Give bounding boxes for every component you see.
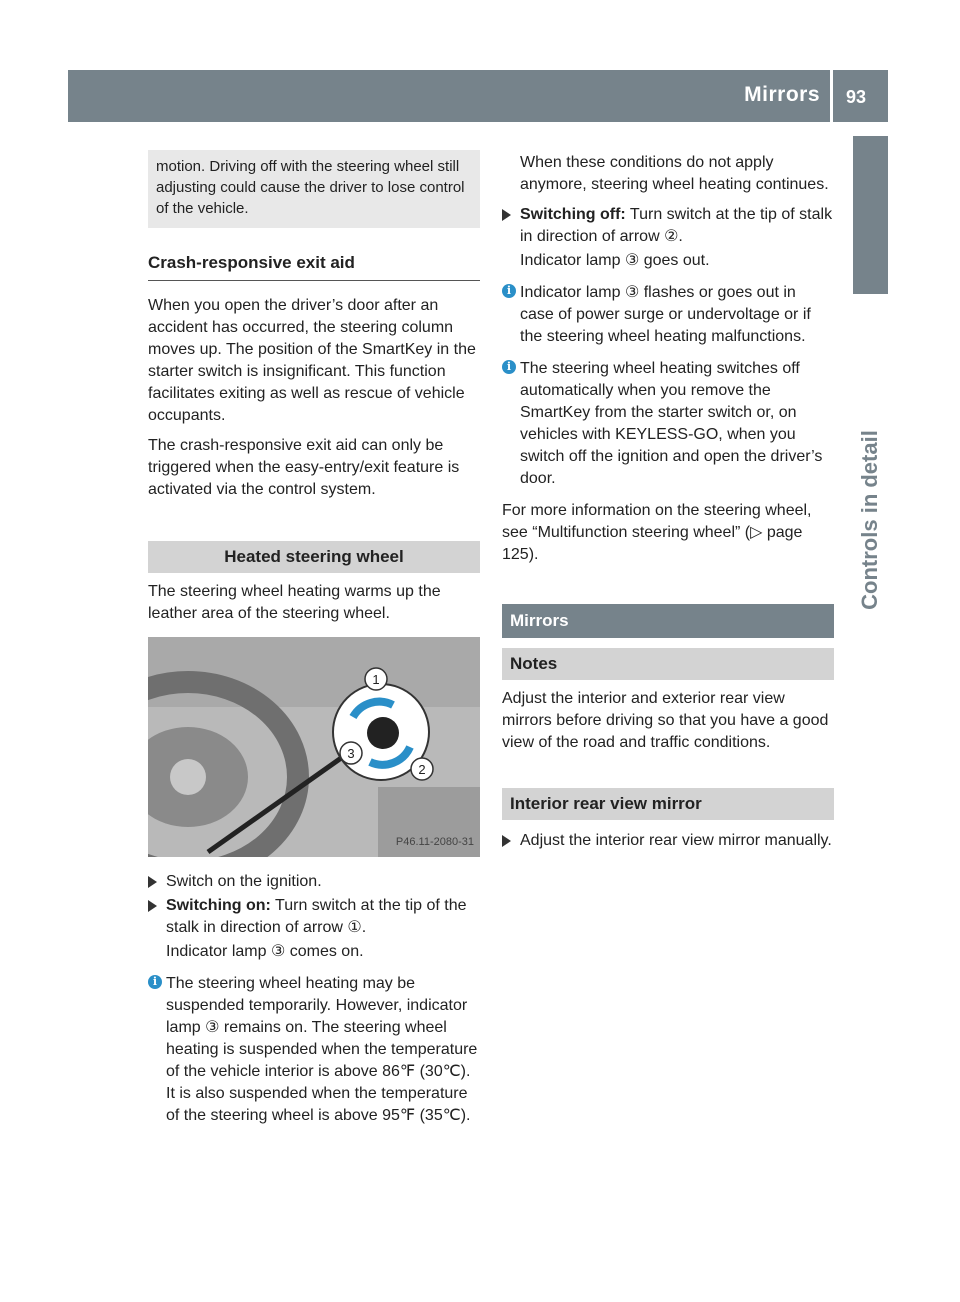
interior-mirror-heading: Interior rear view mirror xyxy=(502,788,834,820)
step-arrow-icon xyxy=(502,835,511,847)
step-switch-off: Switching off: Turn switch at the tip of stalk in direction of arrow ②. xyxy=(502,204,834,248)
crash-paragraph-1: When you open the driver’s door after an accident has occurred, the steering column moves up. The position of the SmartKey in the starter switch is insignificant. This function facilitates exiting as well as rescue of vehicle occupants. xyxy=(148,297,476,424)
step-arrow-icon xyxy=(148,876,157,888)
info-icon: i xyxy=(148,975,162,989)
step-arrow-icon xyxy=(148,900,157,912)
page-number: 93 xyxy=(846,87,867,107)
step-switch-on: Switching on: Turn switch at the tip of the stalk in direction of arrow ①. xyxy=(148,895,480,939)
heated-intro: The steering wheel heating warms up the leather area of the steering wheel. xyxy=(148,583,441,622)
indicator-on-note: Indicator lamp ③ comes on. xyxy=(166,943,364,960)
callout-2: 2 xyxy=(418,762,426,777)
continue-note: When these conditions do not apply anymore, steering wheel heating continues. xyxy=(520,154,829,193)
info-icon: i xyxy=(502,360,516,374)
info-malfunction: i Indicator lamp ③ flashes or goes out in case of power surge or undervoltage or if the steering wheel heating malfunctions. xyxy=(502,282,834,348)
callout-3: 3 xyxy=(347,746,355,761)
steering-stalk-photo xyxy=(148,637,480,857)
side-tab-marker xyxy=(853,136,888,294)
notes-heading: Notes xyxy=(502,648,834,680)
warning-continuation: motion. Driving off with the steering wheel still adjusting could cause the driver to lose control of the vehicle. xyxy=(148,150,480,228)
more-info-paragraph: For more information on the steering wheel, see “Multifunction steering wheel” (▷ page 125). xyxy=(502,502,812,563)
page-section-title: Mirrors xyxy=(744,83,820,106)
info-icon: i xyxy=(502,284,516,298)
left-column xyxy=(148,150,480,1137)
mirrors-heading: Mirrors xyxy=(502,604,834,638)
notes-paragraph: Adjust the interior and exterior rear view mirrors before driving so that you have a good view of the road and traffic conditions. xyxy=(502,690,829,751)
step-ignition: Switch on the ignition. xyxy=(148,871,480,893)
side-chapter-label: Controls in detail xyxy=(857,430,882,610)
step-adjust-mirror: Adjust the interior rear view mirror manually. xyxy=(502,830,834,852)
photo-reference-code: P46.11-2080-31 xyxy=(395,836,474,848)
step-arrow-icon xyxy=(502,209,511,221)
info-auto-off: i The steering wheel heating switches off automatically when you remove the SmartKey from the starter switch or, on vehicles with KEYLESS-GO, when you switch off the ignition and open the driver’s door. xyxy=(502,358,834,490)
heated-steering-heading: Heated steering wheel xyxy=(148,541,480,573)
callout-1: 1 xyxy=(372,672,380,687)
crash-paragraph-2: The crash-responsive exit aid can only be triggered when the easy-entry/exit feature is activated via the control system. xyxy=(148,437,460,498)
header-divider xyxy=(830,70,833,122)
info-suspended: i The steering wheel heating may be suspended temporarily. However, indicator lamp ③ remains on. The steering wheel heating is suspended when the temperature of the vehicle interior is above 86℉ (30℃). It is also suspended when the temperature of the steering wheel is above 95℉ (35℃). xyxy=(148,973,480,1127)
right-column xyxy=(502,150,834,854)
indicator-off-note: Indicator lamp ③ goes out. xyxy=(520,252,710,269)
crash-exit-heading: Crash-responsive exit aid xyxy=(148,252,480,281)
